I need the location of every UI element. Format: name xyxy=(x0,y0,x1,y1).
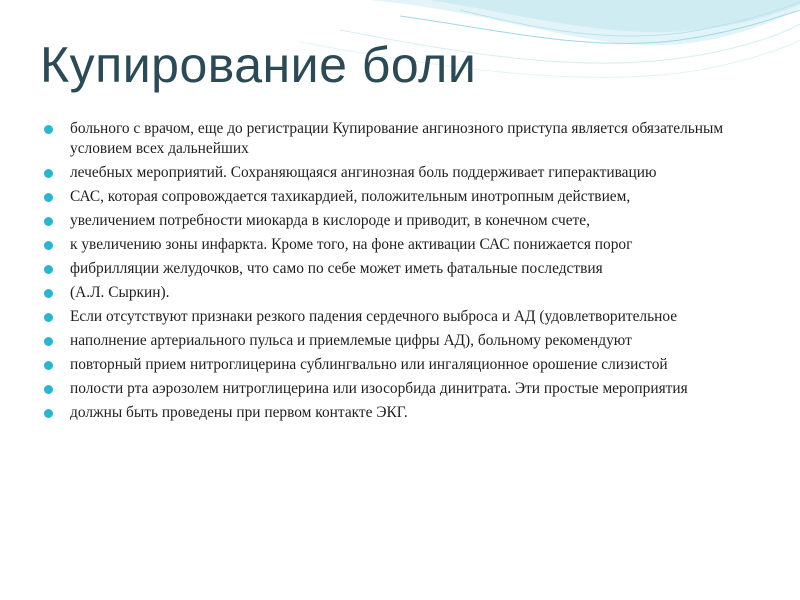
bullet-text: САС, которая сопровождается тахикардией, положительным инотропным действием, xyxy=(70,188,631,205)
bullet-text: лечебных мероприятий. Сохраняющаяся ангинозная боль поддерживает гиперактивацию xyxy=(70,164,657,181)
bullet-dot-icon xyxy=(44,409,53,418)
bullet-text: увеличением потребности миокарда в кислороде и приводит, в конечном счете, xyxy=(70,212,590,229)
list-item xyxy=(44,355,744,375)
list-item xyxy=(44,235,744,255)
list-item xyxy=(44,259,744,279)
bullet-dot-icon xyxy=(44,125,53,134)
bullet-text: полости рта аэрозолем нитроглицерина или изосорбида динитрата. Эти простые мероприятия xyxy=(70,380,688,397)
bullet-dot-icon xyxy=(44,217,53,226)
bullet-text: повторный прием нитроглицерина сублингвально или ингаляционное орошение слизистой xyxy=(70,356,668,373)
list-item xyxy=(44,331,744,351)
list-item xyxy=(44,119,744,159)
bullet-list xyxy=(44,119,744,427)
list-item xyxy=(44,163,744,183)
bullet-dot-icon xyxy=(44,313,53,322)
bullet-text: больного с врачом, еще до регистрации Купирование ангинозного приступа является обязательным условием всех дальнейших xyxy=(70,120,724,157)
bullet-text: к увеличению зоны инфаркта. Кроме того, на фоне активации САС понижается порог xyxy=(70,236,633,253)
bullet-dot-icon xyxy=(44,289,53,298)
bullet-dot-icon xyxy=(44,265,53,274)
list-item xyxy=(44,379,744,399)
bullet-dot-icon xyxy=(44,337,53,346)
bullet-text: Если отсутствуют признаки резкого падения сердечного выброса и АД (удовлетворительное xyxy=(70,308,678,325)
bullet-text: (А.Л. Сыркин). xyxy=(70,284,170,301)
bullet-text: наполнение артериального пульса и приемлемые цифры АД), больному рекомендуют xyxy=(70,332,632,349)
bullet-dot-icon xyxy=(44,361,53,370)
list-item xyxy=(44,187,744,207)
bullet-text: должны быть проведены при первом контакте ЭКГ. xyxy=(70,404,408,421)
slide-title: Купирование боли xyxy=(40,37,477,93)
list-item xyxy=(44,403,744,423)
list-item xyxy=(44,211,744,231)
list-item xyxy=(44,283,744,303)
bullet-text: фибрилляции желудочков, что само по себе может иметь фатальные последствия xyxy=(70,260,603,277)
bullet-dot-icon xyxy=(44,193,53,202)
list-item xyxy=(44,307,744,327)
bullet-dot-icon xyxy=(44,169,53,178)
bullet-dot-icon xyxy=(44,385,53,394)
bullet-dot-icon xyxy=(44,241,53,250)
